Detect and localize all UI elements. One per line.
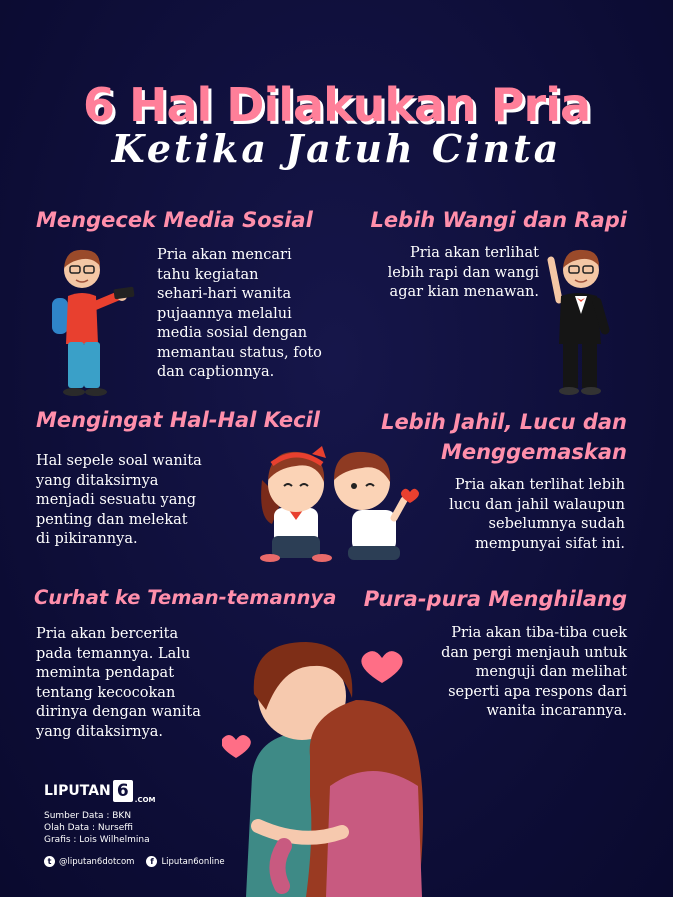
section-text-media-sosial: Pria akan mencari tahu kegiatan sehari-hari wanita pujaannya melalui media sosial dengan memantau status, foto dan captionnya.	[157, 247, 322, 380]
brand-suffix: .COM	[134, 796, 156, 804]
section-text-wangi-rapi: Pria akan terlihat lebih rapi dan wangi agar kian menawan.	[387, 245, 539, 300]
brand-logo	[44, 778, 156, 804]
section-heading-hal-kecil: Mengingat Hal-Hal Kecil	[36, 408, 320, 432]
section-heading-wangi-rapi: Lebih Wangi dan Rapi	[370, 208, 627, 232]
section-heading-curhat: Curhat ke Teman-temannya	[34, 586, 337, 609]
social-links	[44, 856, 225, 867]
section-heading-jahil-lucu: Lebih Jahil, Lucu dan Menggemaskan	[381, 410, 627, 464]
credit-data: Olah Data : Nurseffi	[44, 823, 133, 833]
twitter-icon: t	[44, 856, 55, 867]
section-text-curhat: Pria akan bercerita pada temannya. Lalu meminta pendapat tentang kecocokan dirinya dengan wanita yang ditaksirnya.	[36, 626, 201, 740]
man-with-phone-illustration	[48, 240, 148, 400]
facebook-icon: f	[146, 856, 157, 867]
twitter-handle[interactable]: @liputan6dotcom	[59, 856, 135, 867]
section-heading-menghilang: Pura-pura Menghilang	[363, 587, 627, 611]
section-heading-media-sosial: Mengecek Media Sosial	[36, 208, 313, 232]
brand-number: 6	[113, 780, 133, 802]
facebook-handle[interactable]: Liputan6online	[161, 856, 225, 867]
section-text-jahil-lucu: Pria akan terlihat lebih lucu dan jahil walaupun sebelumnya sudah mempunyai sifat ini.	[449, 477, 625, 552]
credit-graphics: Grafis : Lois Wilhelmina	[44, 835, 150, 845]
brand-name: LIPUTAN	[44, 783, 111, 799]
page-subtitle: Ketika Jatuh Cinta	[111, 126, 562, 171]
section-text-hal-kecil: Hal sepele soal wanita yang ditaksirnya menjadi sesuatu yang penting dan melekat di pikirannya.	[36, 453, 202, 547]
hugging-couple-illustration	[222, 636, 442, 897]
page-title: 6 Hal Dilakukan Pria	[82, 78, 591, 132]
section-text-menghilang: Pria akan tiba-tiba cuek dan pergi menjauh untuk menguji dan melihat seperti apa respons dari wanita incarannya.	[441, 625, 627, 719]
credits	[44, 810, 150, 846]
credit-source: Sumber Data : BKN	[44, 811, 132, 821]
man-in-suit-illustration	[545, 240, 617, 400]
